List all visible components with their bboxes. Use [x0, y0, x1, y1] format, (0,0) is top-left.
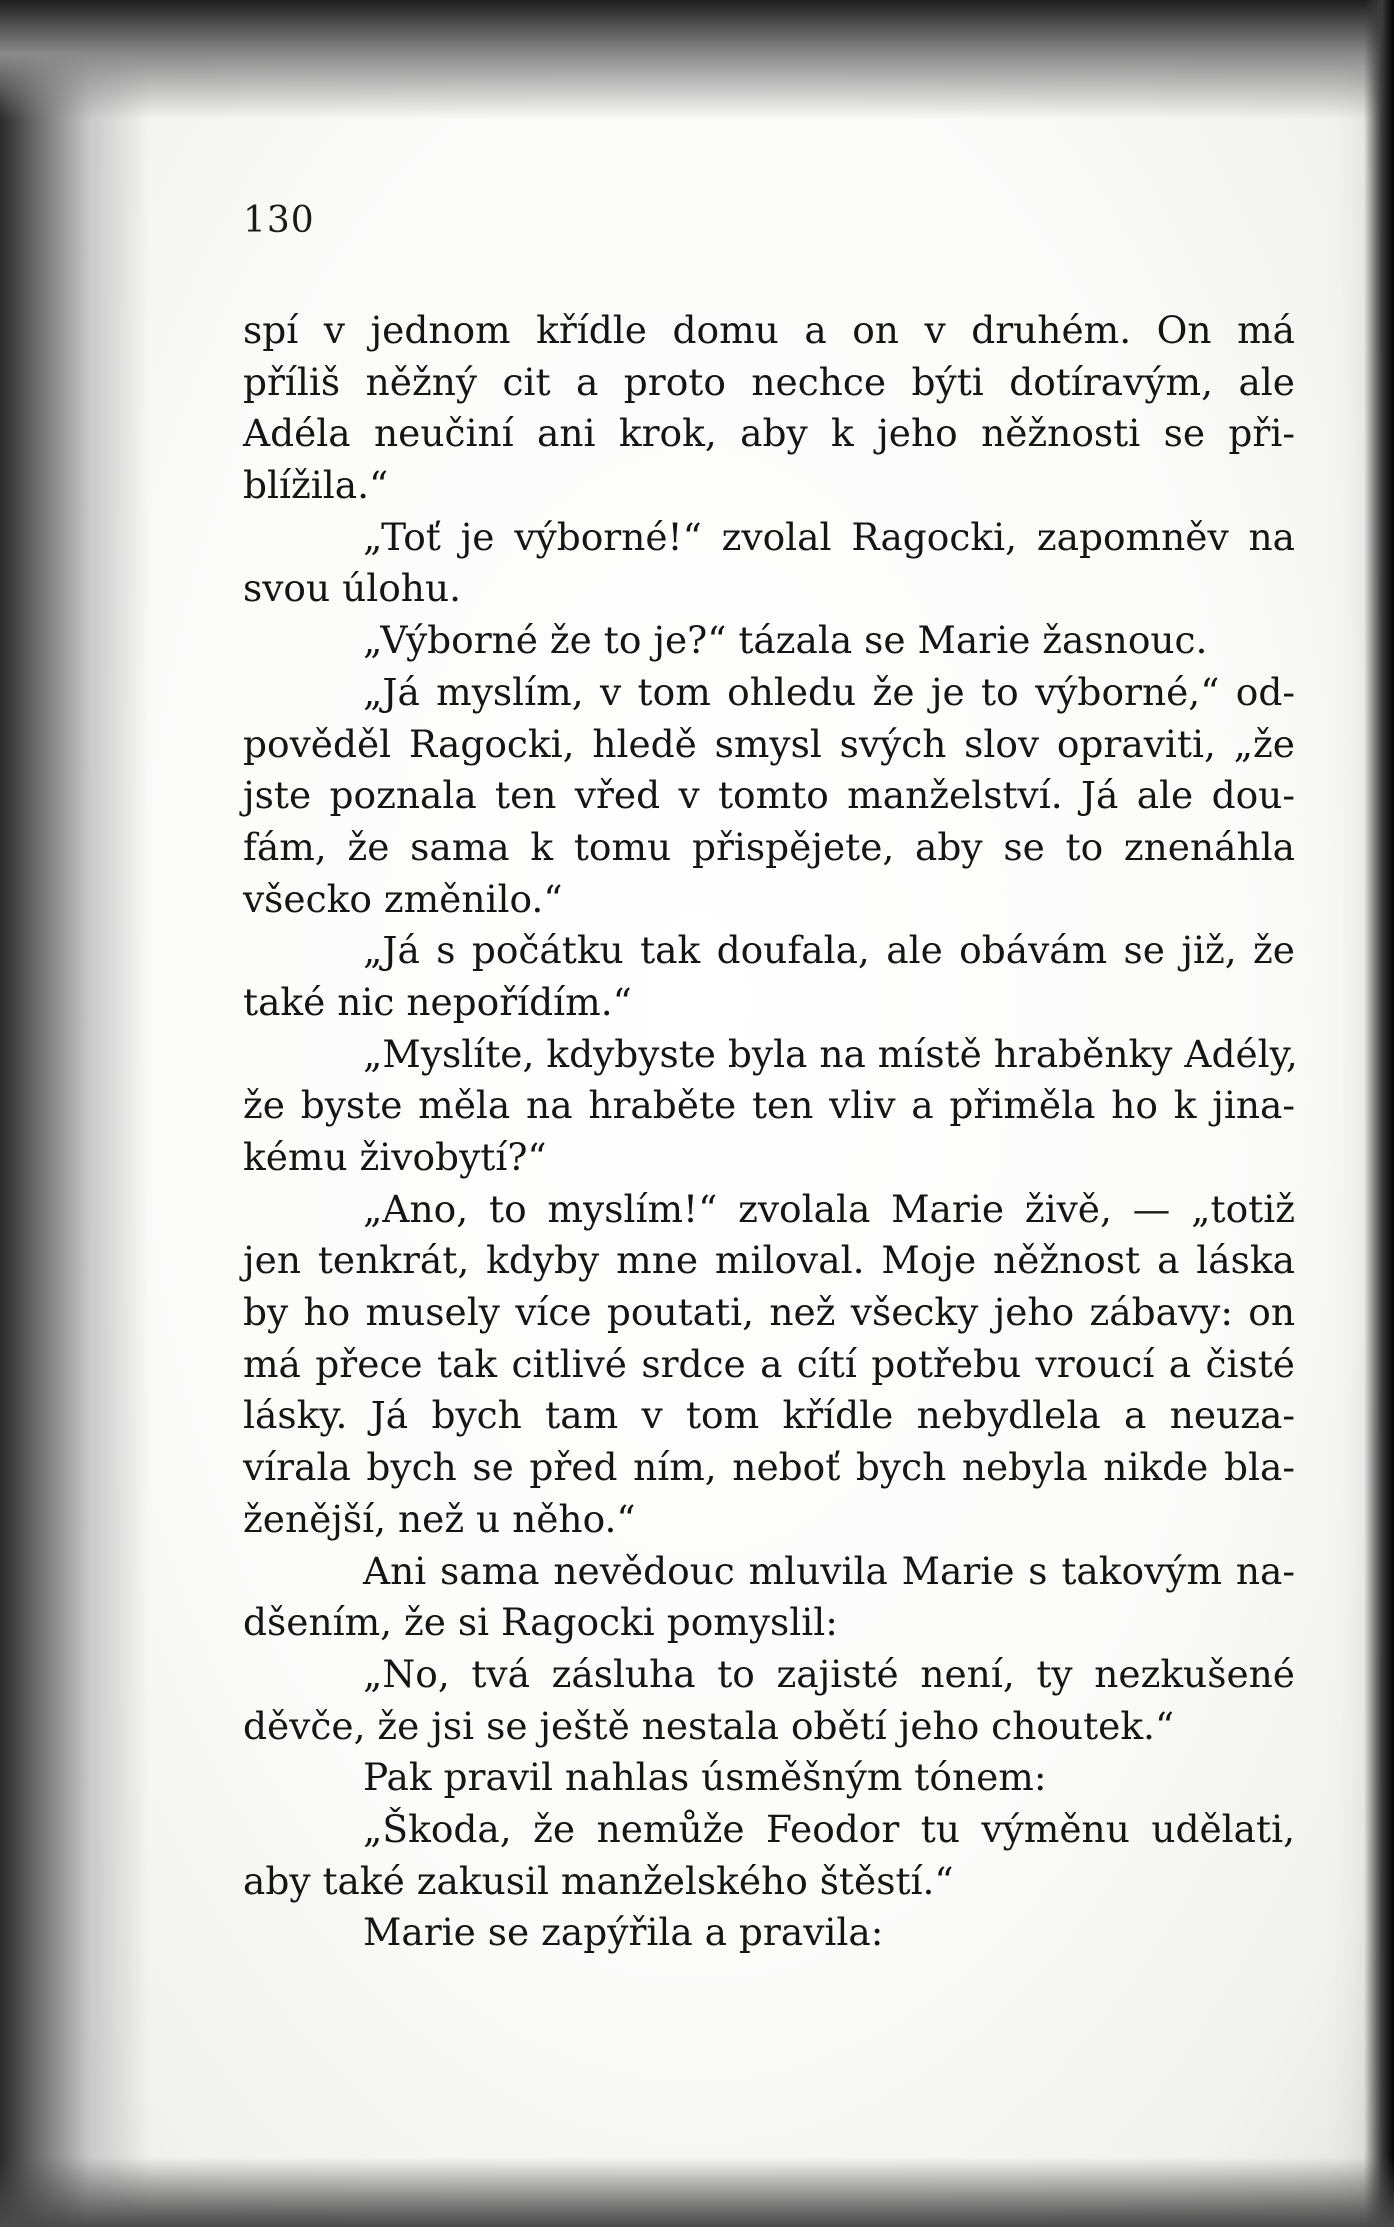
text-line: dšením, že si Ragocki pomyslil: — [243, 1600, 838, 1645]
text-line: jste poznala ten vřed v tomto manželství. Já ale dou- — [243, 773, 1295, 818]
text-line: „Ano, to myslím!“ zvolala Marie živě, — „totiž — [363, 1186, 1295, 1231]
text-line: příliš něžný cit a proto nechce býti dotíravým, ale — [243, 359, 1295, 404]
text-line: blížila.“ — [243, 463, 389, 508]
text-line: Adéla neučiní ani krok, aby k jeho něžnosti se při- — [243, 411, 1295, 456]
text-line: aby také zakusil manželského štěstí.“ — [243, 1858, 954, 1903]
text-line: „Toť je výborné!“ zvolal Ragocki, zapomněv na — [363, 514, 1295, 559]
text-line: „No, tvá zásluha to zajisté není, ty nezkušené — [363, 1651, 1295, 1696]
text-line: Ani sama nevědouc mluvila Marie s takovým na- — [363, 1548, 1295, 1593]
page-shadow-left — [0, 0, 150, 2227]
text-line: „Já s počátku tak doufala, ale obávám se již, že — [363, 928, 1295, 973]
text-line: má přece tak citlivé srdce a cítí potřebu vroucí a čisté — [243, 1341, 1295, 1386]
text-line: vírala bych se před ním, neboť bych nebyla nikde bla- — [243, 1445, 1295, 1490]
text-line: také nic nepořídím.“ — [243, 979, 632, 1024]
text-line: „Myslíte, kdybyste byla na místě hraběnky Adély, — [363, 1031, 1298, 1076]
text-line: Pak pravil nahlas úsměšným tónem: — [363, 1755, 1047, 1800]
text-line: jen tenkrát, kdyby mne miloval. Moje něžnost a láska — [243, 1238, 1295, 1283]
text-line: děvče, že jsi se ještě nestala obětí jeho choutek.“ — [243, 1703, 1175, 1748]
text-line: „Výborné že to je?“ tázala se Marie žasnouc. — [363, 618, 1208, 663]
text-line: pověděl Ragocki, hledě smysl svých slov opraviti, „že — [243, 721, 1295, 766]
text-line: „Škoda, že nemůže Feodor tu výměnu udělati, — [363, 1806, 1295, 1851]
page-number: 130 — [243, 200, 315, 241]
text-line: by ho musely více poutati, než všecky jeho zábavy: on — [243, 1290, 1295, 1335]
text-line: „Já myslím, v tom ohledu že je to výborné,“ od- — [363, 669, 1295, 714]
text-line: ženější, než u něho.“ — [243, 1496, 636, 1541]
page-shadow-top — [0, 0, 1394, 120]
text-line: svou úlohu. — [243, 566, 462, 611]
text-line: fám, že sama k tomu přispějete, aby se to znenáhla — [243, 824, 1295, 869]
text-line: kému živobytí?“ — [243, 1135, 547, 1179]
text-line: všecko změnilo.“ — [243, 876, 563, 921]
text-line: lásky. Já bych tam v tom křídle nebydlela a neuza- — [243, 1393, 1295, 1438]
text-line: spí v jednom křídle domu a on v druhém. On má — [243, 308, 1295, 352]
page-shadow-bottom — [0, 2157, 1394, 2227]
body-text — [243, 305, 1298, 1959]
text-line: že byste měla na hraběte ten vliv a přiměla ho k jina- — [243, 1083, 1295, 1128]
text-line: Marie se zapýřila a pravila: — [363, 1910, 884, 1955]
page-shadow-right — [1364, 0, 1394, 2227]
